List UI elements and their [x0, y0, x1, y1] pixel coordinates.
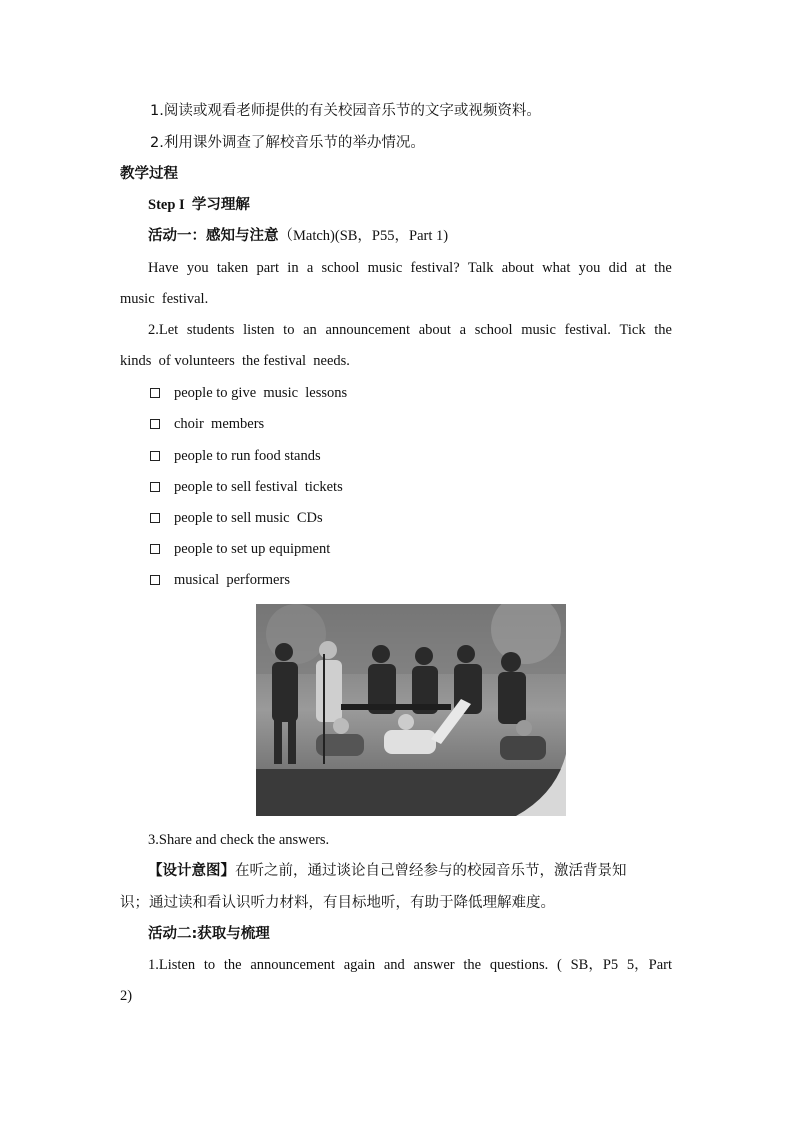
activity1-heading	[148, 226, 448, 246]
word: music	[367, 260, 403, 276]
activity1-question3: 3.Share and check the answers.	[148, 832, 330, 848]
checkbox-icon[interactable]	[150, 544, 160, 554]
word: to	[203, 957, 216, 973]
checkbox-icon[interactable]	[150, 482, 160, 492]
word: the	[223, 957, 242, 973]
design-intent-label: 【设计意图】	[148, 863, 235, 879]
checkbox-icon[interactable]	[150, 419, 160, 429]
music-band-photo	[256, 604, 566, 816]
option-row[interactable]	[150, 383, 347, 403]
option-row[interactable]	[150, 539, 330, 559]
step-heading	[148, 195, 250, 215]
word: about	[501, 260, 534, 276]
word: listen	[243, 322, 275, 338]
word: and	[383, 957, 405, 973]
design-intent-line1	[148, 861, 627, 881]
word: Talk	[467, 260, 494, 276]
word: again	[343, 957, 376, 973]
word: answer	[413, 957, 455, 973]
word: the	[463, 957, 482, 973]
activity1-question1-line2: music festival.	[120, 291, 209, 307]
band-photo-illustration	[256, 604, 566, 816]
option-row[interactable]	[150, 446, 321, 466]
activity2-question1-line2: 2)	[120, 988, 133, 1004]
activity1-question2-line1	[148, 320, 672, 340]
word: students	[186, 322, 235, 338]
activity1-ref: （Match)(SB，P55，Part 1)	[278, 228, 449, 244]
word: festival.	[564, 322, 611, 338]
word: school	[321, 260, 360, 276]
word: school	[474, 322, 513, 338]
word: to	[283, 322, 295, 338]
word: did	[608, 260, 628, 276]
word: taken	[216, 260, 249, 276]
checkbox-icon[interactable]	[150, 575, 160, 585]
word: SB，P5	[570, 957, 619, 973]
word: a	[306, 260, 314, 276]
word: announcement	[325, 322, 411, 338]
option-label: choir members	[174, 416, 265, 432]
word: about	[418, 322, 451, 338]
word: 5，Part	[626, 957, 672, 973]
checkbox-icon[interactable]	[150, 388, 160, 398]
section-title: 教学过程	[120, 166, 178, 182]
activity1-label: 活动一：感知与注意	[148, 228, 279, 244]
option-row[interactable]	[150, 414, 264, 434]
word: in	[287, 260, 299, 276]
word: at	[635, 260, 646, 276]
option-row[interactable]	[150, 477, 343, 497]
word: a	[459, 322, 467, 338]
word: part	[256, 260, 280, 276]
option-row[interactable]	[150, 508, 323, 528]
word: what	[542, 260, 571, 276]
word: you	[578, 260, 601, 276]
word: questions.	[489, 957, 549, 973]
word: the	[654, 322, 672, 338]
word: Tick	[619, 322, 646, 338]
option-label: people to give music lessons	[174, 385, 348, 401]
word: Have	[148, 260, 179, 276]
word: 2.Let	[148, 322, 179, 338]
option-label: people to set up equipment	[174, 541, 331, 557]
activity1-question1-line1	[148, 258, 672, 278]
word: music	[521, 322, 556, 338]
word: festival?	[410, 260, 460, 276]
design-intent-line2: 识；通过读和看认识听力材料，有目标地听，有助于降低理解难度。	[120, 895, 555, 911]
option-label: people to run food stands	[174, 448, 321, 464]
word: the	[654, 260, 672, 276]
checkbox-icon[interactable]	[150, 451, 160, 461]
activity1-question2-line2: kinds of volunteers the festival needs.	[120, 353, 350, 369]
word: you	[186, 260, 209, 276]
activity2-label: 活动二:获取与梳理	[148, 926, 270, 942]
option-label: people to sell festival tickets	[174, 479, 343, 495]
word: announcement	[250, 957, 335, 973]
word: 1.Listen	[148, 957, 196, 973]
activity2-question1-line1	[148, 955, 672, 975]
option-label: musical performers	[174, 572, 290, 588]
step-label: Step I	[148, 197, 185, 213]
prep-item-1: 1.阅读或观看老师提供的有关校园音乐节的文字或视频资料。	[150, 103, 541, 119]
prep-item-2: 2.利用课外调查了解校音乐节的举办情况。	[150, 135, 425, 151]
option-label: people to sell music CDs	[174, 510, 323, 526]
checkbox-icon[interactable]	[150, 513, 160, 523]
option-row[interactable]	[150, 570, 290, 590]
word: an	[303, 322, 317, 338]
design-intent-text1: 在听之前，通过谈论自己曾经参与的校园音乐节，激活背景知	[235, 863, 627, 879]
word: (	[556, 957, 562, 973]
step-title: 学习理解	[191, 197, 250, 213]
